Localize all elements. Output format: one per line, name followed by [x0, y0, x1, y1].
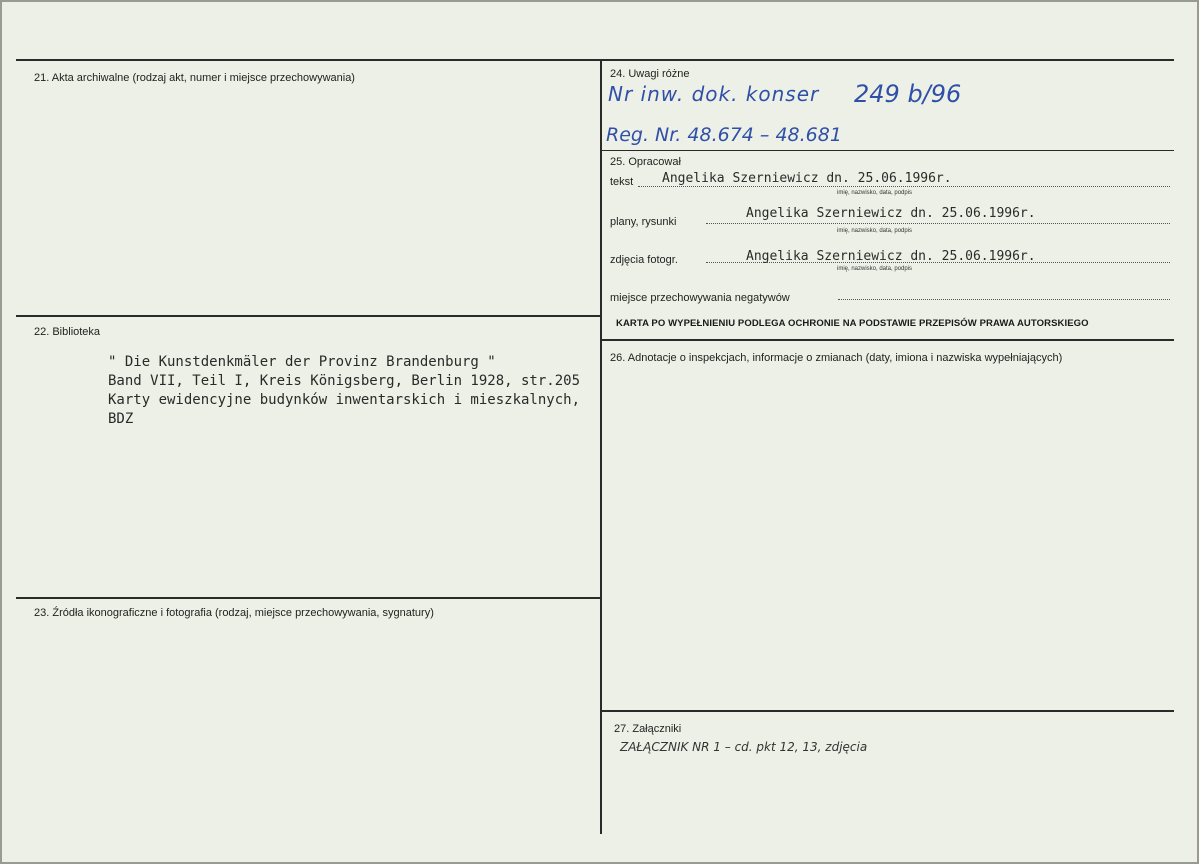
- library-line-2: Band VII, Teil I, Kreis Königsberg, Berlin 1928, str.205: [108, 373, 581, 389]
- section-22-label: 22. Biblioteka: [34, 326, 101, 338]
- rule-21-22: [16, 315, 600, 317]
- library-line-1: " Die Kunstdenkmäler der Provinz Brandenburg ": [108, 354, 496, 370]
- top-rule: [16, 59, 1174, 61]
- handwritten-inventory-note: Nr inw. dok. konser: [608, 82, 820, 106]
- handwritten-attachment-note: ZAŁĄCZNIK NR 1 – cd. pkt 12, 13, zdjęcia: [620, 740, 868, 754]
- section-25-label: 25. Opracował: [610, 156, 681, 168]
- row-photos-label: zdjęcia fotogr.: [610, 254, 678, 266]
- rule-24-25: [602, 150, 1174, 151]
- library-line-3: Karty ewidencyjne budynków inwentarskich i mieszkalnych,: [108, 392, 581, 408]
- rule-25-26: [602, 339, 1174, 341]
- negatives-label: miejsce przechowywania negatywów: [610, 292, 790, 304]
- negatives-line: [838, 299, 1170, 300]
- library-line-4: BDZ: [108, 411, 134, 427]
- section-21-label: 21. Akta archiwalne (rodzaj akt, numer i miejsce przechowywania): [34, 72, 355, 84]
- copyright-notice: KARTA PO WYPEŁNIENIU PODLEGA OCHRONIE NA PODSTAWIE PRZEPISÓW PRAWA AUTORSKIEGO: [616, 318, 1089, 329]
- section-26-label: 26. Adnotacje o inspekcjach, informacje o zmianach (daty, imiona i nazwiska wypełniających): [610, 352, 1063, 364]
- row-plans-line: [706, 223, 1170, 224]
- handwritten-inventory-number: 249 b/96: [854, 80, 962, 108]
- row-photos-value: Angelika Szerniewicz dn. 25.06.1996r.: [746, 249, 1036, 264]
- row-text-caption: imię, nazwisko, data, podpis: [837, 190, 913, 196]
- section-27-label: 27. Załączniki: [614, 723, 682, 735]
- row-plans-value: Angelika Szerniewicz dn. 25.06.1996r.: [746, 206, 1036, 221]
- row-plans-caption: imię, nazwisko, data, podpis: [837, 228, 913, 234]
- section-23-label: 23. Źródła ikonograficzne i fotografia (rodzaj, miejsce przechowywania, sygnatury): [34, 607, 434, 619]
- row-text-line: [638, 186, 1170, 187]
- row-photos-caption: imię, nazwisko, data, podpis: [837, 266, 913, 272]
- rule-26-27: [602, 710, 1174, 712]
- handwritten-register-numbers: Reg. Nr. 48.674 – 48.681: [606, 124, 842, 146]
- center-divider: [600, 59, 602, 834]
- row-text-value: Angelika Szerniewicz dn. 25.06.1996r.: [662, 171, 952, 186]
- section-24-label: 24. Uwagi różne: [610, 68, 690, 80]
- rule-22-23: [16, 597, 600, 599]
- row-text-label: tekst: [610, 176, 634, 188]
- row-plans-label: plany, rysunki: [610, 216, 677, 228]
